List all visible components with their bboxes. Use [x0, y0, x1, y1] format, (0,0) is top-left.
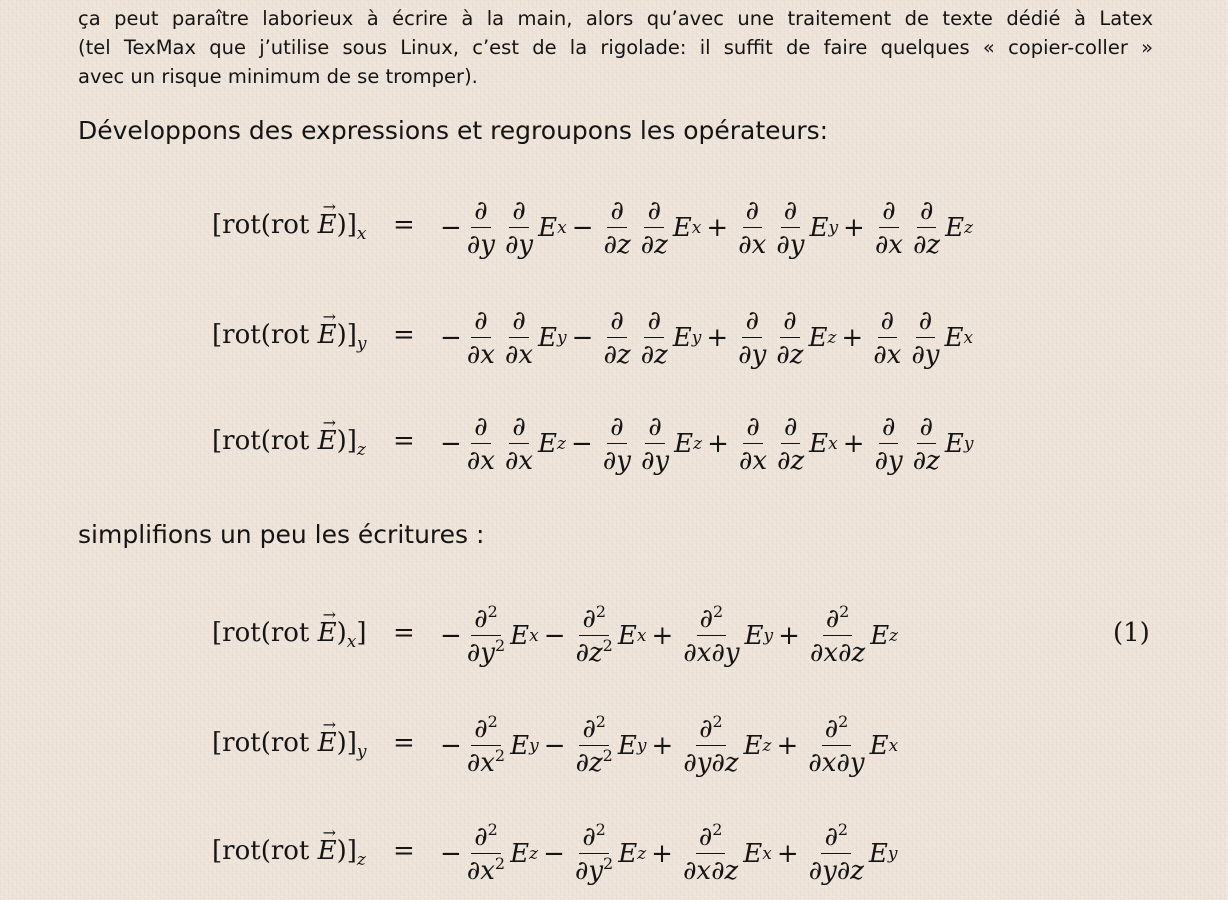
equals-sign: =: [393, 210, 415, 240]
equals-sign: =: [393, 836, 415, 866]
intro-paragraph: [78, 4, 1153, 91]
equals-sign: =: [393, 728, 415, 758]
equation-rhs: − $\frac{\partial^2}{\partial x^2}$ E y − $\frac{\partial^2}{\partial z^2}$ E y + $\frac{\partial^2}{\partial y\partial z}$ E z + $\frac{\partial^2}{\partial x\partial y}$ E x: [440, 712, 899, 778]
intro-line-3: avec un risque minimum de se tromper).: [78, 65, 478, 88]
equation-lhs: $[rot(rot \to E)]_z$: [212, 426, 366, 460]
develop-heading: Développons des expressions et regroupons les opérateurs:: [78, 116, 829, 145]
equation-rhs: − $\frac{\partial}{\partial x}$ $\frac{\partial}{\partial x}$ E z − $\frac{\partial}{\partial y}$ $\frac{\partial}{\partial y}$ E z + $\frac{\partial}{\partial x}$ $\frac{\partial}{\partial z}$ E x + $\frac{\partial}{\partial y}$ $\frac{\partial}{\partial z}$ E y: [440, 412, 974, 476]
equation-rhs: − $\frac{\partial^2}{\partial y^2}$ E x − $\frac{\partial^2}{\partial z^2}$ E x + $\frac{\partial^2}{\partial x\partial y}$ E y + $\frac{\partial^2}{\partial x\partial z}$ E z: [440, 602, 899, 668]
intro-line-1: ça peut paraître laborieux à écrire à la main, alors qu’avec une traitement de texte dédié à Latex: [78, 7, 1153, 30]
equation-rhs: − $\frac{\partial^2}{\partial x^2}$ E z − $\frac{\partial^2}{\partial y^2}$ E z + $\frac{\partial^2}{\partial x\partial z}$ E x + $\frac{\partial^2}{\partial y\partial z}$ E y: [440, 820, 898, 886]
equals-sign: =: [393, 320, 415, 350]
intro-line-2: (tel TexMax que j’utilise sous Linux, c’est de la rigolade: il suffit de faire quelques « copier-coller »: [78, 36, 1153, 59]
equals-sign: =: [393, 618, 415, 648]
equation-lhs: $[rot(rot \to E)]_y$: [212, 728, 367, 762]
equation-lhs: $[rot(rot \to E)]_x$: [212, 210, 367, 244]
equation-lhs: $[rot(rot \to E)]_y$: [212, 320, 367, 354]
equals-sign: =: [393, 426, 415, 456]
equation-rhs: − $\frac{\partial}{\partial x}$ $\frac{\partial}{\partial x}$ E y − $\frac{\partial}{\partial z}$ $\frac{\partial}{\partial z}$ E y + $\frac{\partial}{\partial y}$ $\frac{\partial}{\partial z}$ E z + $\frac{\partial}{\partial x}$ $\frac{\partial}{\partial y}$ E x: [440, 306, 974, 370]
equation-lhs: $[rot(rot \to E)_x]$: [212, 618, 367, 652]
simplify-heading: simplifions un peu les écritures :: [78, 520, 485, 549]
equation-number: (1): [1113, 618, 1150, 648]
equation-lhs: $[rot(rot \to E)]_z$: [212, 836, 366, 870]
equation-rhs: − $\frac{\partial}{\partial y}$ $\frac{\partial}{\partial y}$ E x − $\frac{\partial}{\partial z}$ $\frac{\partial}{\partial z}$ E x + $\frac{\partial}{\partial x}$ $\frac{\partial}{\partial y}$ E y + $\frac{\partial}{\partial x}$ $\frac{\partial}{\partial z}$ E z: [440, 196, 974, 260]
